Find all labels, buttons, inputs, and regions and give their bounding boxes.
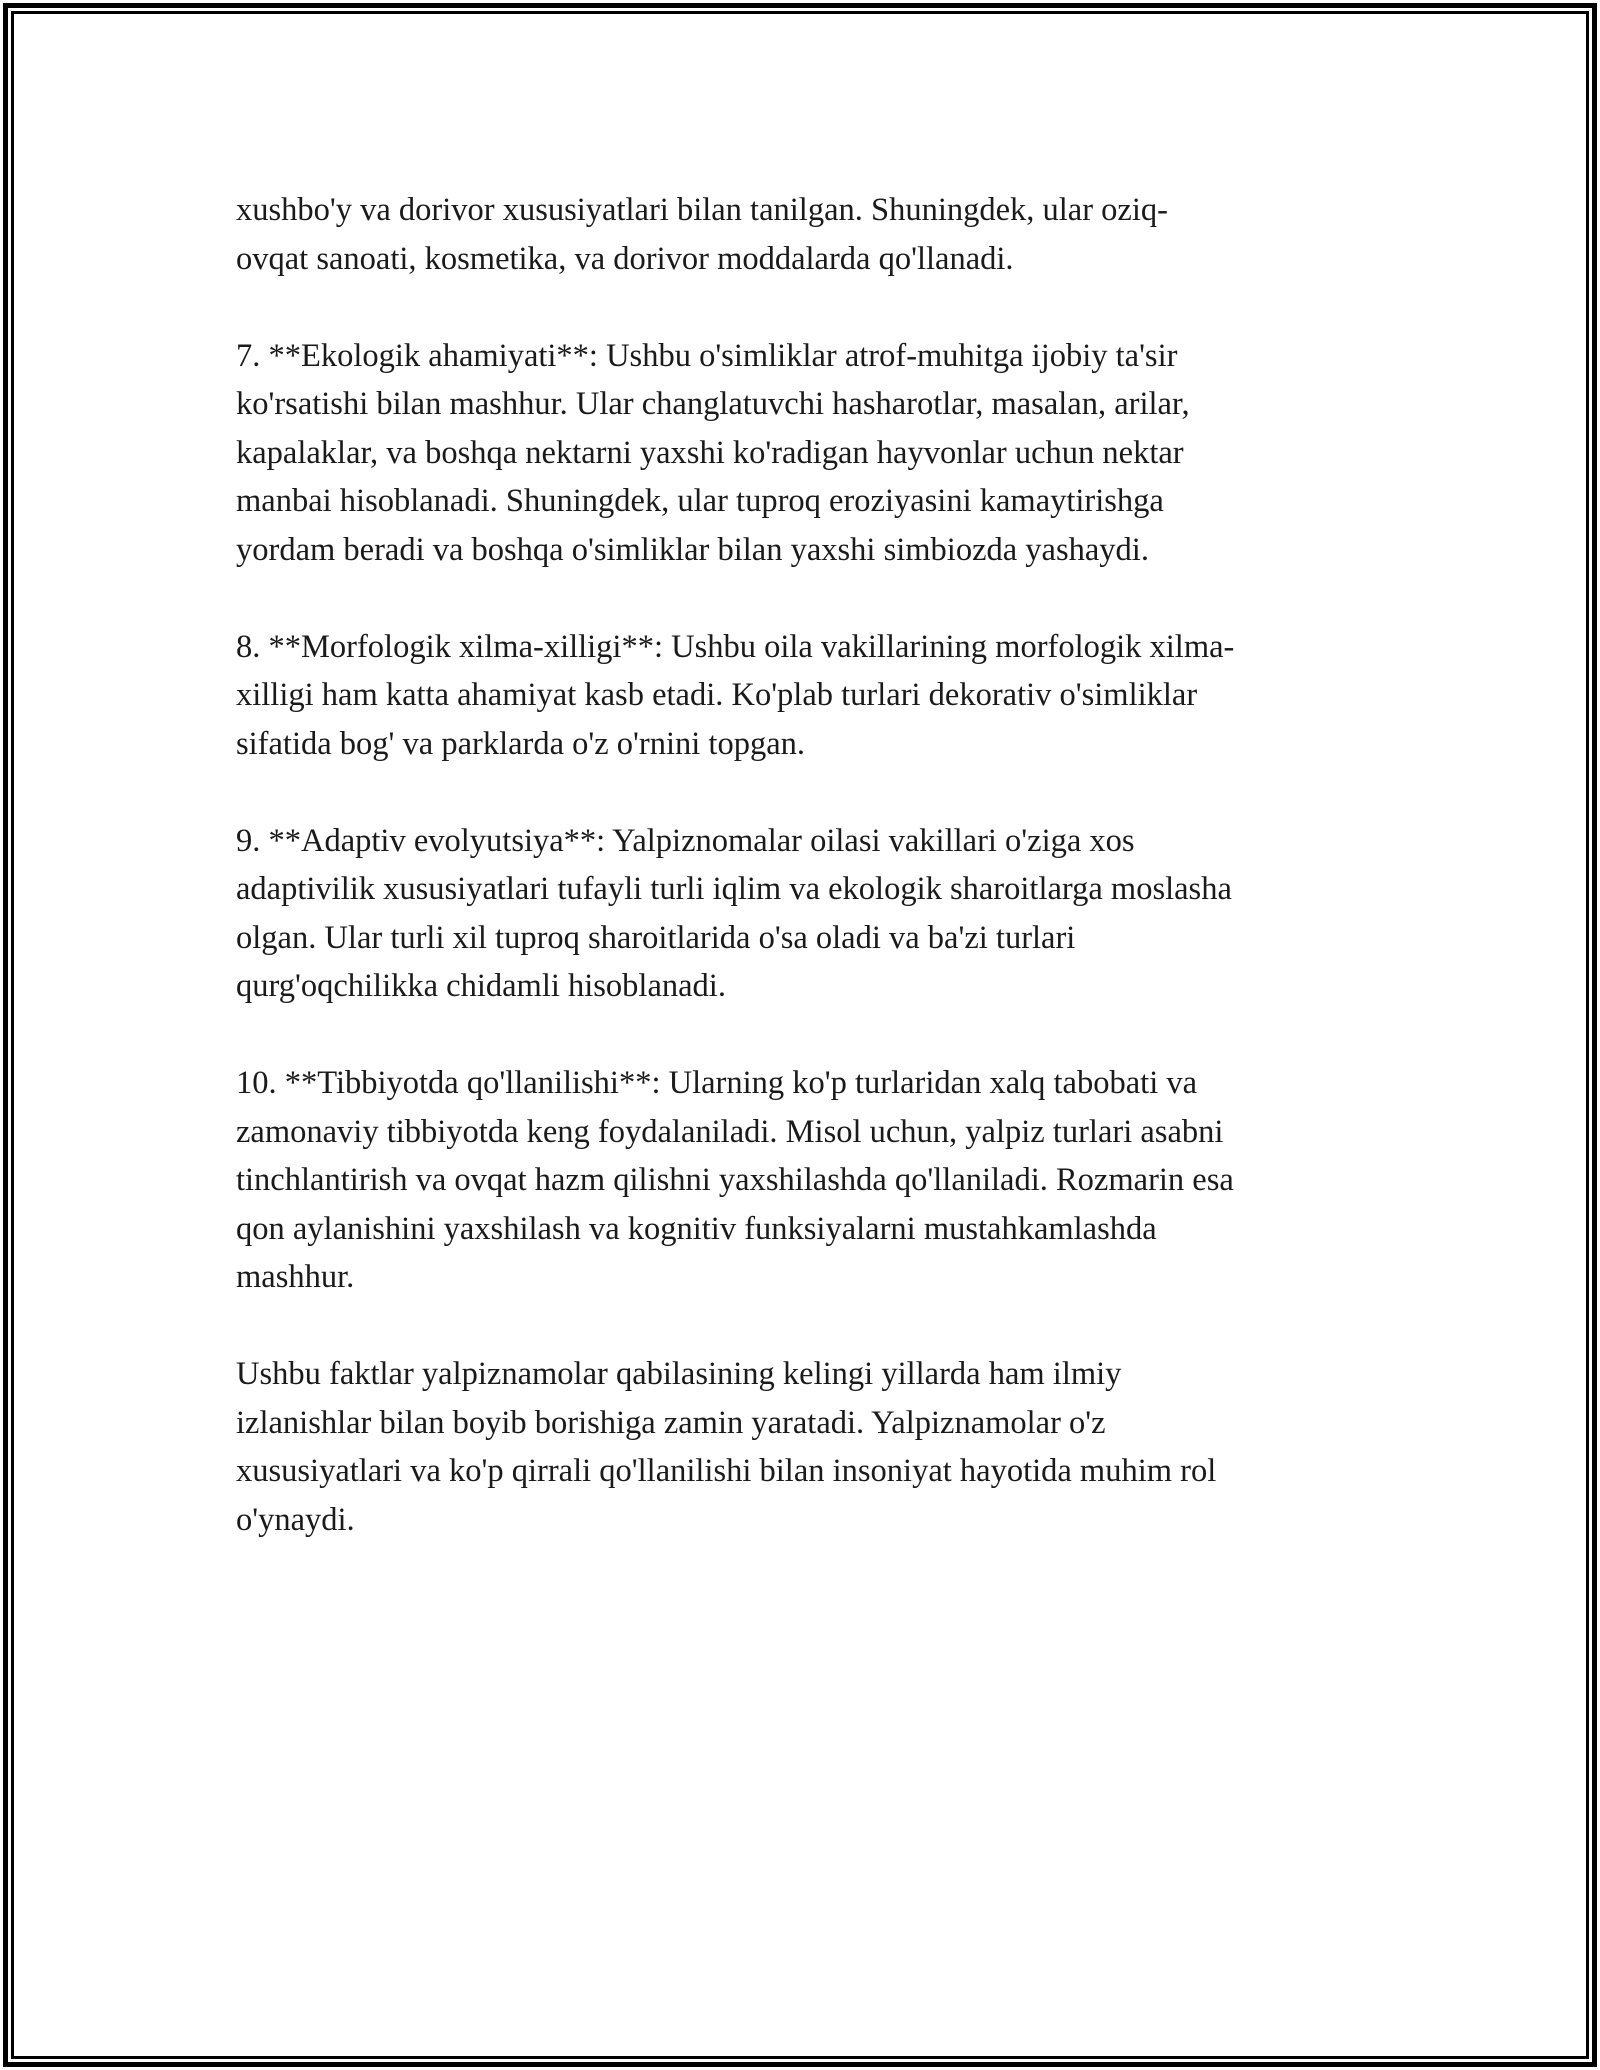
paragraph-ecological-importance: 7. **Ekologik ahamiyati**: Ushbu o'simliklar atrof-muhitga ijobiy ta'sir ko'rsatishi bilan mashhur. Ular changlatuvchi hasharotlar, masalan, arilar, kapalaklar, va boshqa nektarni yaxshi ko'radigan hayvonlar uchun nektar manbai hisoblanadi. Shuningdek, ular tuproq eroziyasini kamaytirishga yordam beradi va boshqa o'simliklar bilan yaxshi simbiozda yashaydi. bbox=[236, 337, 1190, 568]
paragraph-intro-continuation: xushbo'y va dorivor xususiyatlari bilan tanilgan. Shuningdek, ular oziq- ovqat sanoati, kosmetika, va dorivor moddalarda qo'llanadi. bbox=[236, 192, 1168, 277]
paragraph-adaptive-evolution: 9. **Adaptiv evolyutsiya**: Yalpiznomalar oilasi vakillari o'ziga xos adaptivilik xususiyatlari tufayli turli iqlim va ekologik sharoitlarga moslasha olgan. Ular turli xil tuproq sharoitlarida o'sa oladi va ba'zi turlari qurg'oqchilikka chidamli hisoblanadi. bbox=[236, 822, 1232, 1004]
paragraph-morphological-diversity: 8. **Morfologik xilma-xilligi**: Ushbu oila vakillarining morfologik xilma- xilligi ham katta ahamiyat kasb etadi. Ko'plab turlari dekorativ o'simliklar sifatida bog' va parklarda o'z o'rnini topgan. bbox=[236, 628, 1235, 762]
document-body bbox=[236, 186, 1376, 1593]
paragraph-conclusion: Ushbu faktlar yalpiznamolar qabilasining kelingi yillarda ham ilmiy izlanishlar bilan boyib borishiga zamin yaratadi. Yalpiznamolar o'z xususiyatlari va ko'p qirrali qo'llanilishi bilan insoniyat hayotida muhim rol o'ynaydi. bbox=[236, 1356, 1217, 1538]
paragraph-medical-use: 10. **Tibbiyotda qo'llanilishi**: Ularning ko'p turlaridan xalq tabobati va zamonaviy tibbiyotda keng foydalaniladi. Misol uchun, yalpiz turlari asabni tinchlantirish va ovqat hazm qilishni yaxshilashda qo'llaniladi. Rozmarin esa qon aylanishini yaxshilash va kognitiv funksiyalarni mustahkamlashda mashhur. bbox=[236, 1065, 1234, 1295]
